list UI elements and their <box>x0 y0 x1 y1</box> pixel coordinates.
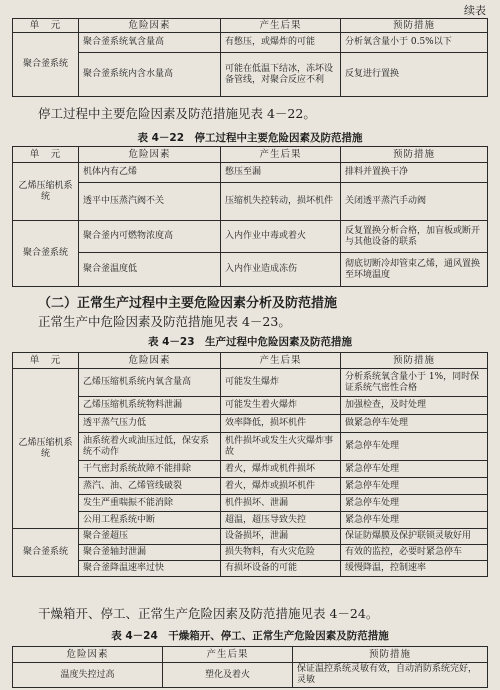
continued-label: 续表 <box>464 4 486 17</box>
header-consequence: 产生后果 <box>221 19 341 33</box>
consequence-cell: 机件损坏或发生火灾爆炸事故 <box>221 433 341 461</box>
consequence-cell: 可能发生着火爆炸 <box>221 397 341 415</box>
consequence-cell: 着火，爆炸或机件损坏 <box>221 461 341 478</box>
paragraph: 正常生产中危险因素及防范措施见表 4－23。 <box>38 314 291 329</box>
table-row <box>13 163 488 183</box>
table-row <box>13 545 488 561</box>
header-unit: 单 元 <box>13 147 79 163</box>
prevention-cell: 紧急停车处理 <box>341 478 488 495</box>
consequence-cell: 损失物料，有火灾危险 <box>221 545 341 561</box>
hazard-cell: 温度失控过高 <box>13 663 163 688</box>
consequence-cell: 入内作业中毒或着火 <box>221 221 341 253</box>
table-row <box>13 369 488 397</box>
consequence-cell: 有损坏设备的可能 <box>221 561 341 577</box>
table-row <box>13 415 488 433</box>
table-row <box>13 461 488 478</box>
prevention-cell: 彻底切断冷却管束乙烯，通风置换至环境温度 <box>341 253 488 287</box>
table-row <box>13 221 488 253</box>
hazard-cell: 干气密封系统故障不能排除 <box>79 461 221 478</box>
hazard-cell: 聚合釜轴封泄漏 <box>79 545 221 561</box>
table-4-24 <box>12 646 488 688</box>
prevention-cell: 有效的监控，必要时紧急停车 <box>341 545 488 561</box>
table-header-row <box>13 19 488 33</box>
table-row <box>13 529 488 545</box>
table-row <box>13 397 488 415</box>
table-4-22 <box>12 146 488 287</box>
prevention-cell: 紧急停车处理 <box>341 433 488 461</box>
hazard-cell: 乙烯压缩机系统物料泄漏 <box>79 397 221 415</box>
header-consequence: 产生后果 <box>221 147 341 163</box>
table-row <box>13 183 488 221</box>
hazard-cell: 乙烯压缩机系统内氧含量高 <box>79 369 221 397</box>
header-prevention: 预防措施 <box>341 19 488 33</box>
table-4-23 <box>12 352 488 577</box>
consequence-cell: 憋压至漏 <box>221 163 341 183</box>
table-continued <box>12 18 488 97</box>
table-row <box>13 512 488 529</box>
prevention-cell: 缓慢降温，控制速率 <box>341 561 488 577</box>
header-hazard: 危险因素 <box>79 353 221 369</box>
hazard-cell: 聚合釜降温速率过快 <box>79 561 221 577</box>
unit-cell: 聚合釜系统 <box>13 221 79 287</box>
prevention-cell: 紧急停车处理 <box>341 495 488 512</box>
prevention-cell: 保证防爆膜及保护联锁灵敏好用 <box>341 529 488 545</box>
prevention-cell: 紧急停车处理 <box>341 461 488 478</box>
consequence-cell: 有憋压，或爆炸的可能 <box>221 33 341 53</box>
consequence-cell: 效率降低，损坏机件 <box>221 415 341 433</box>
table-row <box>13 253 488 287</box>
header-prevention: 预防措施 <box>341 353 488 369</box>
prevention-cell: 做紧急停车处理 <box>341 415 488 433</box>
prevention-cell: 反复进行置换 <box>341 53 488 97</box>
table-row <box>13 478 488 495</box>
consequence-cell: 机件损坏、泄漏 <box>221 495 341 512</box>
hazard-cell: 蒸汽、油、乙烯管线破裂 <box>79 478 221 495</box>
consequence-cell: 设备损坏，泄漏 <box>221 529 341 545</box>
table-row <box>13 561 488 577</box>
prevention-cell: 排料并置换干净 <box>341 163 488 183</box>
unit-cell: 乙烯压缩机系统 <box>13 369 79 529</box>
table-row <box>13 495 488 512</box>
table-header-row <box>13 147 488 163</box>
hazard-cell: 透平蒸气压力低 <box>79 415 221 433</box>
consequence-cell: 压缩机失控转动，损坏机件 <box>221 183 341 221</box>
consequence-cell: 着火，爆炸或损坏机件 <box>221 478 341 495</box>
header-prevention: 预防措施 <box>293 647 488 663</box>
consequence-cell: 超温，超压导致失控 <box>221 512 341 529</box>
section-heading: （二）正常生产过程中主要危险因素分析及防范措施 <box>38 296 338 311</box>
paragraph: 干燥箱开、停工、正常生产危险因素及防范措施见表 4－24。 <box>38 606 379 621</box>
hazard-cell: 聚合釜系统氧含量高 <box>79 33 221 53</box>
prevention-cell: 分析系统氧含量小于 1%，同时保证系统气密性合格 <box>341 369 488 397</box>
consequence-cell: 可能发生爆炸 <box>221 369 341 397</box>
prevention-cell: 关闭透平蒸汽手动阀 <box>341 183 488 221</box>
hazard-cell: 机体内有乙烯 <box>79 163 221 183</box>
header-prevention: 预防措施 <box>341 147 488 163</box>
hazard-cell: 聚合釜内可燃物浓度高 <box>79 221 221 253</box>
header-hazard: 危险因素 <box>79 147 221 163</box>
table-caption: 表 4－22 停工过程中主要危险因素及防范措施 <box>137 132 363 144</box>
header-hazard: 危险因素 <box>13 647 163 663</box>
hazard-cell: 聚合釜系统内含水量高 <box>79 53 221 97</box>
hazard-cell: 发生严重喘振不能消除 <box>79 495 221 512</box>
table-row <box>13 33 488 53</box>
unit-cell: 聚合釜系统 <box>13 33 79 97</box>
hazard-cell: 公用工程系统中断 <box>79 512 221 529</box>
unit-cell: 乙烯压缩机系统 <box>13 163 79 221</box>
table-row <box>13 433 488 461</box>
consequence-cell: 塑化及着火 <box>163 663 293 688</box>
unit-cell: 聚合釜系统 <box>13 529 79 577</box>
hazard-cell: 油系统着火或油压过低，保安系统不动作 <box>79 433 221 461</box>
header-unit: 单 元 <box>13 353 79 369</box>
hazard-cell: 聚合釜超压 <box>79 529 221 545</box>
hazard-cell: 聚合釜温度低 <box>79 253 221 287</box>
table-row <box>13 53 488 97</box>
consequence-cell: 可能在低温下结冰，冻坏设备管线，对聚合反应不利 <box>221 53 341 97</box>
hazard-cell: 透平中压蒸汽阀不关 <box>79 183 221 221</box>
prevention-cell: 分析氧含量小于 0.5%以下 <box>341 33 488 53</box>
header-hazard: 危险因素 <box>79 19 221 33</box>
consequence-cell: 入内作业造成冻伤 <box>221 253 341 287</box>
table-row <box>13 663 488 688</box>
table-caption: 表 4－23 生产过程中危险因素及防范措施 <box>147 336 353 348</box>
table-caption: 表 4－24 干燥箱开、停工、正常生产危险因素及防范措施 <box>111 630 389 642</box>
header-unit: 单 元 <box>13 19 79 33</box>
paragraph: 停工过程中主要危险因素及防范措施见表 4－22。 <box>38 106 316 121</box>
table-header-row <box>13 353 488 369</box>
table-header-row <box>13 647 488 663</box>
header-consequence: 产生后果 <box>163 647 293 663</box>
header-consequence: 产生后果 <box>221 353 341 369</box>
prevention-cell: 加强检查，及时处理 <box>341 397 488 415</box>
prevention-cell: 紧急停车处理 <box>341 512 488 529</box>
prevention-cell: 反复置换分析合格，加盲板或断开与其他设备的联系 <box>341 221 488 253</box>
prevention-cell: 保证温控系统灵敏有效，自动消防系统完好，灵敏 <box>293 663 488 688</box>
